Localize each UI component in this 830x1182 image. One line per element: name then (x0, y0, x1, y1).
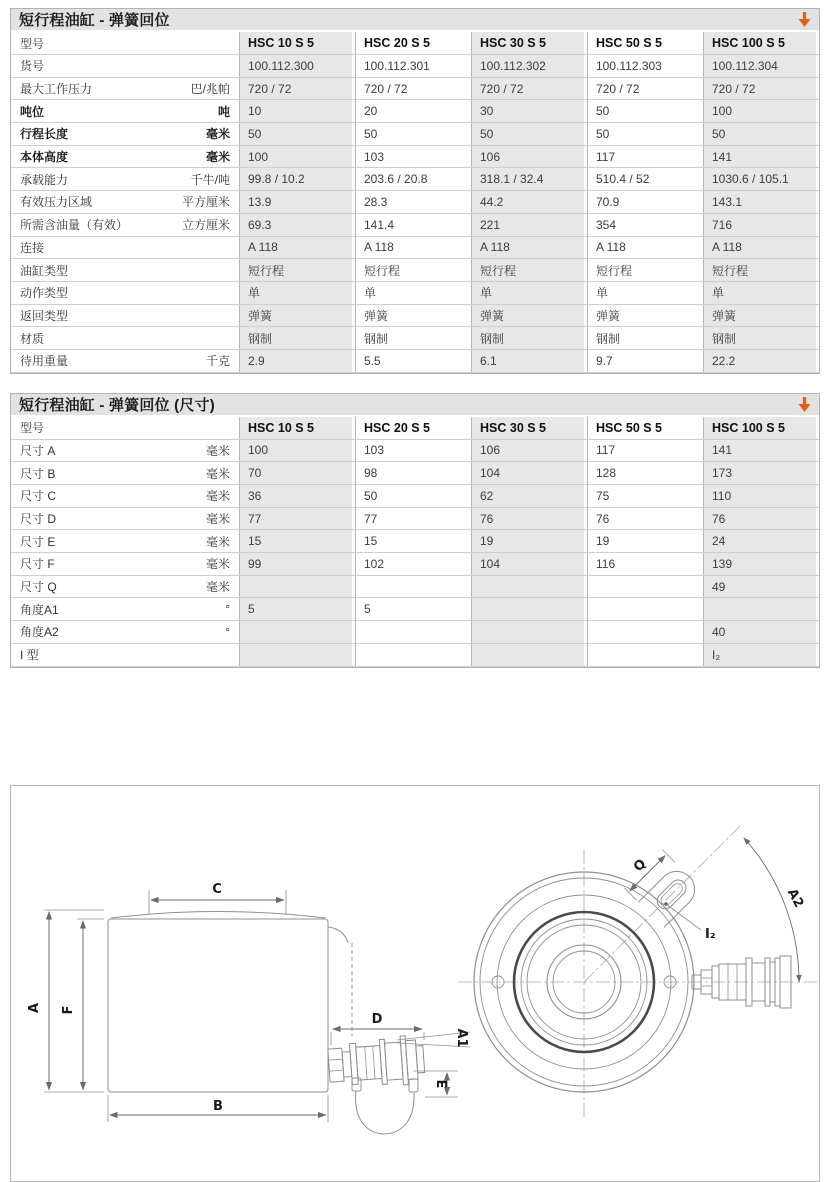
value-cell: 76 (471, 508, 587, 530)
value-cell: 99.8 / 10.2 (239, 168, 355, 190)
row-unit: 毫米 (205, 580, 230, 595)
value-cell: 103 (355, 146, 471, 168)
value-cell (471, 621, 587, 643)
row-label-cell (11, 32, 239, 54)
value-cell: 49 (703, 576, 819, 598)
model-header: HSC 50 S 5 (587, 417, 703, 439)
row-label: 吨位 (20, 104, 45, 119)
value-cell (471, 598, 587, 620)
table-row (11, 440, 819, 463)
value-cell: 62 (471, 485, 587, 507)
value-cell: 102 (355, 553, 471, 575)
value-cell (239, 621, 355, 643)
value-cell: 弹簧 (471, 305, 587, 327)
value-cell: 100 (239, 440, 355, 462)
row-unit: 千克 (205, 354, 230, 369)
header-label: 型号 (20, 421, 45, 436)
table-row (11, 100, 819, 123)
row-label-cell (11, 282, 239, 304)
value-cell: 19 (471, 530, 587, 552)
row-label-cell (11, 55, 239, 77)
row-label-cell (11, 508, 239, 530)
model-header: HSC 30 S 5 (471, 32, 587, 54)
table-row (11, 78, 819, 101)
header-label: 型号 (20, 36, 45, 51)
value-cell: 50 (587, 123, 703, 145)
model-header: HSC 10 S 5 (239, 417, 355, 439)
value-cell: 128 (587, 462, 703, 484)
value-cell: 19 (587, 530, 703, 552)
value-cell: 5 (239, 598, 355, 620)
value-cell: 99 (239, 553, 355, 575)
table-row (11, 191, 819, 214)
value-cell: 98 (355, 462, 471, 484)
value-cell: A 118 (355, 237, 471, 259)
value-cell: 70.9 (587, 191, 703, 213)
row-label-cell (11, 327, 239, 349)
row-label: 尺寸 C (20, 489, 57, 504)
row-label-cell (11, 598, 239, 620)
row-unit: 吨 (217, 104, 230, 119)
row-unit: 毫米 (205, 534, 230, 549)
value-cell: 44.2 (471, 191, 587, 213)
value-cell: 钢制 (703, 327, 819, 349)
row-label: 返回类型 (20, 308, 69, 323)
value-cell (239, 576, 355, 598)
dim-label-c: C (212, 881, 222, 897)
row-label: 角度A2 (20, 625, 59, 640)
row-label: I 型 (20, 648, 39, 663)
row-unit: 毫米 (205, 127, 230, 142)
side-coupler (327, 1034, 425, 1090)
value-cell: 104 (471, 462, 587, 484)
dim-label-a: A (27, 1002, 42, 1013)
row-label-cell (11, 417, 239, 439)
row-label-cell (11, 462, 239, 484)
row-unit: 千牛/吨 (190, 172, 230, 187)
dim-label-a1: A1 (454, 1027, 469, 1048)
value-cell: 110 (703, 485, 819, 507)
value-cell: 短行程 (239, 259, 355, 281)
down-arrow-icon[interactable] (797, 11, 812, 28)
row-label: 油缸类型 (20, 263, 69, 278)
value-cell: 30 (471, 100, 587, 122)
row-label: 所需含油量（有效） (20, 218, 129, 233)
value-cell: 28.3 (355, 191, 471, 213)
value-cell: A 118 (471, 237, 587, 259)
value-cell: 720 / 72 (355, 78, 471, 100)
value-cell: 76 (587, 508, 703, 530)
value-cell: 510.4 / 52 (587, 168, 703, 190)
table-row (11, 598, 819, 621)
row-label: 尺寸 E (20, 534, 56, 549)
row-label: 最大工作压力 (20, 82, 93, 97)
value-cell (471, 644, 587, 666)
dim-label-q: Q (631, 855, 650, 875)
value-cell: 弹簧 (703, 305, 819, 327)
table-row (11, 621, 819, 644)
value-cell (703, 598, 819, 620)
value-cell: 117 (587, 146, 703, 168)
value-cell (355, 644, 471, 666)
value-cell: 141.4 (355, 214, 471, 236)
row-label: 尺寸 A (20, 443, 56, 458)
table-title-bar (11, 394, 819, 417)
row-unit: ° (225, 624, 230, 639)
value-cell: 单 (587, 282, 703, 304)
value-cell: 117 (587, 440, 703, 462)
dim-label-e: E (433, 1079, 448, 1088)
row-unit: 巴/兆帕 (190, 82, 230, 97)
row-label-cell (11, 214, 239, 236)
value-cell: 141 (703, 440, 819, 462)
value-cell: 103 (355, 440, 471, 462)
value-cell (587, 576, 703, 598)
row-unit: 毫米 (205, 443, 230, 458)
row-label-cell (11, 146, 239, 168)
value-cell: 76 (703, 508, 819, 530)
value-cell: 116 (587, 553, 703, 575)
side-view (44, 890, 470, 1134)
row-unit: 立方厘米 (181, 218, 230, 233)
row-label: 尺寸 Q (20, 580, 57, 595)
value-cell: 短行程 (587, 259, 703, 281)
dim-label-f: F (61, 1005, 76, 1014)
table-row (11, 350, 819, 373)
row-unit: 毫米 (205, 512, 230, 527)
value-cell: A 118 (703, 237, 819, 259)
value-cell: 钢制 (355, 327, 471, 349)
dust-cap-wire (352, 1078, 418, 1134)
value-cell: 20 (355, 100, 471, 122)
value-cell: I₂ (703, 644, 819, 666)
technical-drawing (11, 786, 819, 1179)
value-cell: 106 (471, 146, 587, 168)
model-header: HSC 10 S 5 (239, 32, 355, 54)
value-cell: 75 (587, 485, 703, 507)
row-label-cell (11, 123, 239, 145)
value-cell: 钢制 (471, 327, 587, 349)
row-label: 尺寸 F (20, 557, 55, 572)
table-row (11, 485, 819, 508)
value-cell: 70 (239, 462, 355, 484)
table-row (11, 214, 819, 237)
value-cell: A 118 (239, 237, 355, 259)
table-row (11, 282, 819, 305)
row-label-cell (11, 191, 239, 213)
value-cell: 716 (703, 214, 819, 236)
value-cell: 106 (471, 440, 587, 462)
value-cell: 720 / 72 (703, 78, 819, 100)
value-cell: 单 (703, 282, 819, 304)
value-cell: 弹簧 (239, 305, 355, 327)
row-label: 尺寸 B (20, 466, 56, 481)
table-header-row (11, 32, 819, 55)
dim-label-i2: I₂ (705, 926, 716, 942)
table-row (11, 553, 819, 576)
row-label: 承载能力 (20, 172, 69, 187)
value-cell: 50 (471, 123, 587, 145)
value-cell: 720 / 72 (471, 78, 587, 100)
value-cell: 69.3 (239, 214, 355, 236)
value-cell: 单 (239, 282, 355, 304)
value-cell: 173 (703, 462, 819, 484)
value-cell (355, 621, 471, 643)
table-title-bar (11, 9, 819, 32)
row-label: 本体高度 (20, 150, 69, 165)
value-cell (239, 644, 355, 666)
value-cell: 50 (355, 485, 471, 507)
value-cell: A 118 (587, 237, 703, 259)
table-row (11, 508, 819, 531)
value-cell: 2.9 (239, 350, 355, 372)
table-row (11, 168, 819, 191)
value-cell: 100.112.302 (471, 55, 587, 77)
model-header: HSC 100 S 5 (703, 417, 819, 439)
value-cell: 10 (239, 100, 355, 122)
value-cell: 短行程 (471, 259, 587, 281)
value-cell: 15 (239, 530, 355, 552)
value-cell: 221 (471, 214, 587, 236)
value-cell: 6.1 (471, 350, 587, 372)
value-cell: 短行程 (355, 259, 471, 281)
row-label: 有效压力区域 (20, 195, 93, 210)
technical-drawing-panel (10, 785, 820, 1182)
value-cell: 50 (703, 123, 819, 145)
table-row (11, 259, 819, 282)
value-cell (587, 644, 703, 666)
row-label: 行程长度 (20, 127, 69, 142)
row-unit: 毫米 (205, 466, 230, 481)
row-label-cell (11, 553, 239, 575)
table-title-text: 短行程油缸 - 弹簧回位 (19, 12, 170, 29)
top-view (458, 824, 817, 1118)
table-row (11, 576, 819, 599)
row-unit: 毫米 (205, 489, 230, 504)
value-cell: 40 (703, 621, 819, 643)
table-row (11, 146, 819, 169)
table-row (11, 55, 819, 78)
row-label: 角度A1 (20, 602, 59, 617)
value-cell: 22.2 (703, 350, 819, 372)
value-cell: 钢制 (587, 327, 703, 349)
value-cell: 100.112.303 (587, 55, 703, 77)
row-label-cell (11, 350, 239, 372)
row-unit: 毫米 (205, 150, 230, 165)
row-label: 材质 (20, 331, 45, 346)
value-cell: 1030.6 / 105.1 (703, 168, 819, 190)
value-cell: 100.112.301 (355, 55, 471, 77)
value-cell: 100 (239, 146, 355, 168)
row-label: 尺寸 D (20, 512, 57, 527)
value-cell: 5 (355, 598, 471, 620)
row-unit: ° (225, 602, 230, 617)
row-label-cell (11, 78, 239, 100)
table-title-text: 短行程油缸 - 弹簧回位 (尺寸) (19, 396, 215, 414)
row-label-cell (11, 440, 239, 462)
value-cell (471, 576, 587, 598)
spec-table (10, 8, 820, 374)
model-header: HSC 30 S 5 (471, 417, 587, 439)
row-label-cell (11, 305, 239, 327)
value-cell: 720 / 72 (239, 78, 355, 100)
value-cell: 141 (703, 146, 819, 168)
table-row (11, 327, 819, 350)
value-cell: 弹簧 (355, 305, 471, 327)
value-cell: 50 (239, 123, 355, 145)
value-cell: 50 (587, 100, 703, 122)
value-cell: 100.112.304 (703, 55, 819, 77)
value-cell: 720 / 72 (587, 78, 703, 100)
value-cell: 77 (239, 508, 355, 530)
row-label: 连接 (20, 240, 45, 255)
handle-lug (616, 841, 702, 927)
table-row (11, 462, 819, 485)
row-label-cell (11, 576, 239, 598)
model-header: HSC 100 S 5 (703, 32, 819, 54)
value-cell: 单 (355, 282, 471, 304)
row-label-cell (11, 644, 239, 666)
value-cell (587, 598, 703, 620)
dim-label-a2: A2 (783, 885, 807, 910)
dimension-table (10, 393, 820, 668)
value-cell: 143.1 (703, 191, 819, 213)
row-label: 货号 (20, 59, 45, 74)
value-cell: 50 (355, 123, 471, 145)
row-label-cell (11, 530, 239, 552)
table-row (11, 237, 819, 260)
table-row (11, 530, 819, 553)
value-cell: 100.112.300 (239, 55, 355, 77)
value-cell: 短行程 (703, 259, 819, 281)
row-label-cell (11, 485, 239, 507)
model-header: HSC 50 S 5 (587, 32, 703, 54)
row-label-cell (11, 100, 239, 122)
row-label: 待用重量 (20, 354, 69, 369)
dim-label-d: D (371, 1011, 383, 1027)
value-cell: 9.7 (587, 350, 703, 372)
value-cell: 36 (239, 485, 355, 507)
value-cell: 139 (703, 553, 819, 575)
dim-label-b: B (213, 1098, 223, 1114)
table-row (11, 644, 819, 667)
value-cell: 15 (355, 530, 471, 552)
value-cell: 13.9 (239, 191, 355, 213)
table-row (11, 123, 819, 146)
value-cell: 弹簧 (587, 305, 703, 327)
value-cell: 104 (471, 553, 587, 575)
model-header: HSC 20 S 5 (355, 417, 471, 439)
value-cell: 318.1 / 32.4 (471, 168, 587, 190)
value-cell: 单 (471, 282, 587, 304)
value-cell: 77 (355, 508, 471, 530)
value-cell: 钢制 (239, 327, 355, 349)
model-header: HSC 20 S 5 (355, 32, 471, 54)
value-cell: 203.6 / 20.8 (355, 168, 471, 190)
row-label-cell (11, 237, 239, 259)
value-cell (587, 621, 703, 643)
table-row (11, 305, 819, 328)
value-cell (355, 576, 471, 598)
value-cell: 5.5 (355, 350, 471, 372)
down-arrow-icon[interactable] (797, 396, 812, 413)
value-cell: 100 (703, 100, 819, 122)
row-label: 动作类型 (20, 286, 69, 301)
row-unit: 毫米 (205, 557, 230, 572)
row-label-cell (11, 621, 239, 643)
row-unit: 平方厘米 (181, 195, 230, 210)
row-label-cell (11, 168, 239, 190)
table-header-row (11, 417, 819, 440)
value-cell: 354 (587, 214, 703, 236)
row-label-cell (11, 259, 239, 281)
value-cell: 24 (703, 530, 819, 552)
